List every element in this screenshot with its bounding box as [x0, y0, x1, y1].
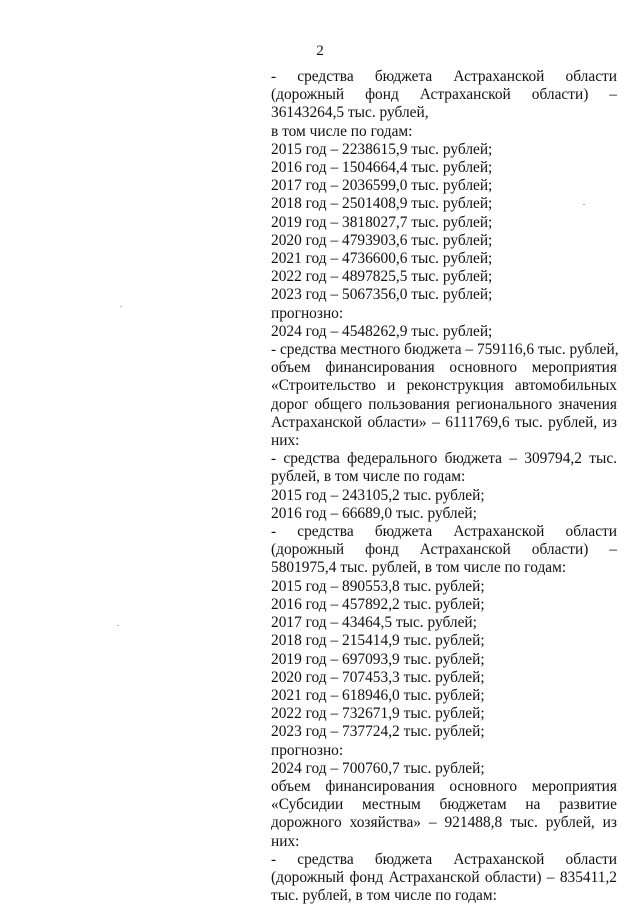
- paragraph-regional-budget-total: - средства бюджета Астраханской области (дорожный фонд Астраханской области) – 36143264,5 тыс. рублей,: [271, 68, 617, 122]
- paragraph-federal-budget: - средства федерального бюджета – 309794,2 тыс. рублей, в том числе по годам:: [271, 450, 617, 486]
- forecast-label: прогнозно:: [271, 741, 344, 759]
- year-line: 2022 год – 732671,9 тыс. рублей;: [271, 705, 485, 723]
- year-line: 2018 год – 215414,9 тыс. рублей;: [271, 632, 485, 650]
- year-line: 2024 год – 700760,7 тыс. рублей;: [271, 759, 485, 777]
- year-line: 2023 год – 5067356,0 тыс. рублей;: [271, 286, 493, 304]
- year-line: 2017 год – 43464,5 тыс. рублей;: [271, 614, 477, 632]
- scan-speck: [583, 204, 585, 205]
- forecast-label: прогнозно:: [271, 304, 344, 322]
- year-line: 2020 год – 4793903,6 тыс. рублей;: [271, 231, 493, 249]
- year-line: 2015 год – 243105,2 тыс. рублей;: [271, 486, 485, 504]
- year-line: 2018 год – 2501408,9 тыс. рублей;: [271, 195, 493, 213]
- year-line: 2019 год – 697093,9 тыс. рублей;: [271, 650, 485, 668]
- year-line: 2022 год – 4897825,5 тыс. рублей;: [271, 268, 493, 286]
- year-line: 2021 год – 4736600,6 тыс. рублей;: [271, 250, 493, 268]
- year-line: 2021 год – 618946,0 тыс. рублей;: [271, 686, 485, 704]
- paragraph-regional-budget-construction: - средства бюджета Астраханской области (дорожный фонд Астраханской области) – 5801975,4 тыс. рублей, в том числе по годам:: [271, 523, 617, 577]
- document-body: [271, 68, 617, 905]
- paragraph-regional-budget-subsidies: - средства бюджета Астраханской области (дорожный фонд Астраханской области) – 835411,2 тыс. рублей, в том числе по годам:: [271, 850, 617, 905]
- scan-speck: [120, 306, 122, 307]
- year-line: 2016 год – 1504664,4 тыс. рублей;: [271, 159, 493, 177]
- year-line: 2019 год – 3818027,7 тыс. рублей;: [271, 213, 493, 231]
- paragraph-construction-activity: объем финансирования основного мероприятия «Строительство и реконструкция автомобильных дорог общего пользования регионального значения Астраханской области» – 6111769,6 тыс. рублей, из них:: [271, 359, 617, 450]
- year-line: 2015 год – 890553,8 тыс. рублей;: [271, 577, 485, 595]
- scan-speck: [117, 625, 119, 626]
- text-line: в том числе по годам:: [271, 122, 413, 140]
- paragraph-local-budget: - средства местного бюджета – 759116,6 тыс. рублей,: [271, 341, 619, 359]
- year-line: 2015 год – 2238615,9 тыс. рублей;: [271, 140, 493, 158]
- year-line: 2016 год – 66689,0 тыс. рублей;: [271, 504, 477, 522]
- year-line: 2017 год – 2036599,0 тыс. рублей;: [271, 177, 493, 195]
- year-line: 2016 год – 457892,2 тыс. рублей;: [271, 595, 485, 613]
- page-number: 2: [316, 43, 324, 59]
- year-line: 2023 год – 737724,2 тыс. рублей;: [271, 723, 485, 741]
- year-line: 2024 год – 4548262,9 тыс. рублей;: [271, 322, 493, 340]
- year-line: 2020 год – 707453,3 тыс. рублей;: [271, 668, 485, 686]
- paragraph-subsidies-activity: объем финансирования основного мероприятия «Субсидии местным бюджетам на развитие дорожного хозяйства» – 921488,8 тыс. рублей, из них:: [271, 777, 617, 850]
